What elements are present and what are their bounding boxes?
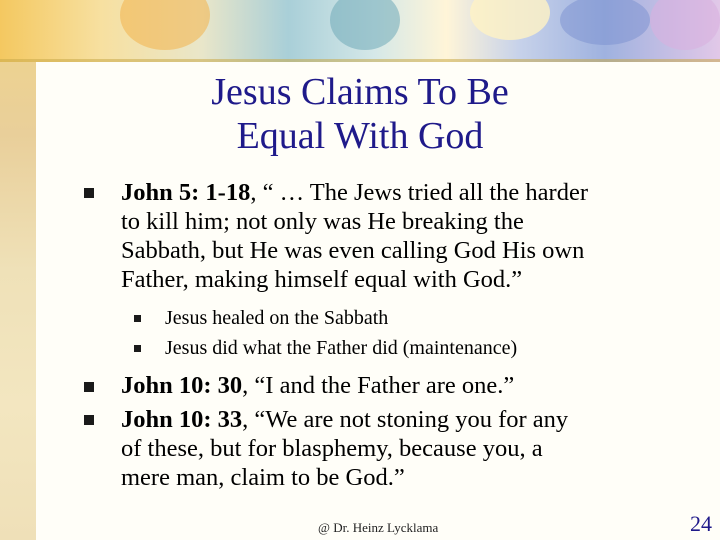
bullet-text: of these, but for blasphemy, because you, a [121,435,543,462]
bullet-item-john-5 [121,178,676,294]
bullet-marker [84,415,94,425]
title-line-2: Equal With God [236,115,484,157]
bullet-text: , “We are not stoning you for any [242,406,569,433]
sub-bullet-item: Jesus healed on the Sabbath [165,307,389,329]
title-line-1: Jesus Claims To Be [211,71,509,113]
sub-bullet-item: Jesus did what the Father did (maintenance) [165,337,518,359]
bullet-text: , “I and the Father are one.” [242,372,515,399]
bullet-text: mere man, claim to be God.” [121,464,405,491]
scripture-reference: John 10: 30 [121,372,243,399]
bullet-marker [84,188,94,198]
bullet-text: to kill him; not only was He breaking the [121,208,524,235]
bullet-text: Sabbath, but He was even calling God His own [121,237,585,264]
page-number: 24 [690,511,712,536]
bullet-text: Father, making himself equal with God.” [121,266,523,293]
bullet-item-john-10-30 [121,371,676,400]
bullet-marker [84,382,94,392]
bullet-item-john-10-33 [121,405,676,492]
footer-credit: @ Dr. Heinz Lycklama [318,520,439,535]
bullet-text: , “ … The Jews tried all the harder [250,179,588,206]
sub-bullet-marker [134,345,141,352]
sub-bullet-marker [134,315,141,322]
scripture-reference: John 5: 1-18 [121,179,251,206]
scripture-reference: John 10: 33 [121,406,243,433]
